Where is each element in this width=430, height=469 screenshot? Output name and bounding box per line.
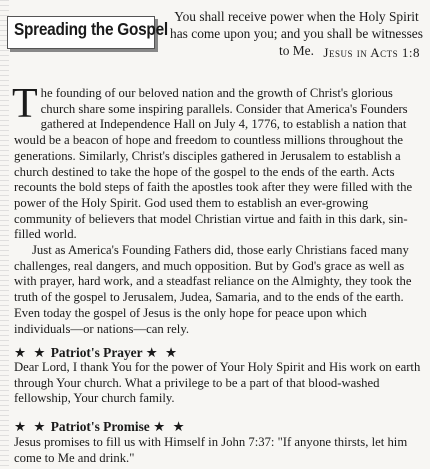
- prayer-heading: [14, 345, 179, 361]
- promise-text: Jesus promises to fill us with Himself in John 7:37: "If anyone thirsts, let him come to Me and drink.": [14, 435, 408, 465]
- prayer-text: Dear Lord, I thank You for the power of Your Holy Spirit and His work on earth through Your church. What a privilege to be a part of that blood-washed fellowship, Your church family.: [14, 360, 421, 406]
- paragraph-1-text: he founding of our beloved nation and the growth of Christ's glorious church share some inspiring parallels. Consider that America's Founders gathered at Independence Hall on July 4, 1776, to establish a nation that would be a beacon of hope and freedom to countless millions throughout the generations. Similarly, Christ's disciples gathered in Jerusalem to establish a church destined to take the hope of the gospel to the ends of the earth. Acts recounts the bold steps of faith the apostles took after they were filled with the power of the Holy Spirit. God used them to establish an ever-growing community of believers that model Christian virtue and faith in this dark, sin-filled world.: [14, 86, 413, 242]
- prayer-heading-text: Patriot's Prayer: [50, 345, 143, 360]
- paragraph-2: Just as America's Founding Fathers did, those early Christians faced many challenges, real dangers, and much opposition. But by God's grace as well as with prayer, hard work, and a steadfast reliance on the Almighty, they took the truth of the gospel to Jerusalem, Judea, Samaria, and to the ends of the earth. Even today the gospel of Jesus is the only hope for peace upon which individuals—or nations—can rely.: [14, 243, 412, 336]
- promise-heading-text: Patriot's Promise: [50, 419, 150, 434]
- scripture-verse: You shall receive power when the Holy Spirit has come upon you; and you shall be witnesses to Me.: [170, 9, 423, 58]
- drop-cap: T: [12, 81, 38, 127]
- scripture-reference-text: Jesus in Acts 1:8: [323, 45, 420, 60]
- star-icon: ★ ★: [14, 419, 48, 434]
- star-icon: ★ ★: [145, 345, 180, 360]
- star-icon: ★ ★: [14, 345, 48, 360]
- page-edge-texture: [0, 0, 9, 469]
- paragraph-1: [12, 81, 424, 243]
- page-title: Spreading the Gospel: [14, 19, 168, 39]
- star-icon: ★ ★: [153, 419, 187, 434]
- body-text: [12, 81, 424, 337]
- scripture-reference: [323, 45, 420, 61]
- promise-heading: [14, 419, 186, 435]
